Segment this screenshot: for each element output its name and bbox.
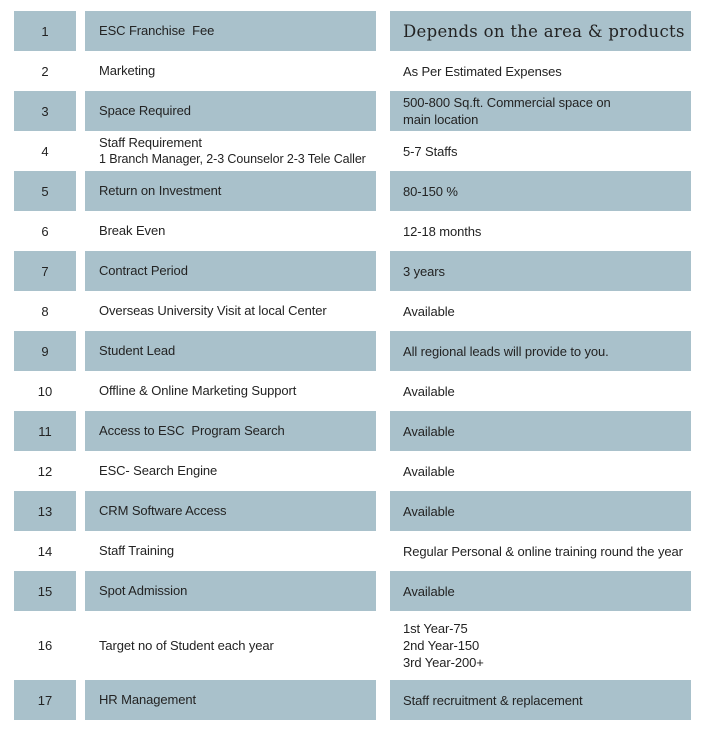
row-value-line: 2nd Year-150 <box>403 638 480 653</box>
table-row-3 <box>14 91 691 131</box>
row-number-cell <box>14 571 76 611</box>
row-label-cell <box>85 411 376 451</box>
row-label: Marketing <box>99 63 156 78</box>
row-label-cell <box>85 451 376 491</box>
row-number: 14 <box>37 543 53 559</box>
row-number: 8 <box>41 303 49 319</box>
row-number-cell <box>14 411 76 451</box>
row-label-cell <box>85 491 376 531</box>
row-value-cell <box>390 611 691 680</box>
row-label-cell <box>85 11 376 51</box>
table-row-14 <box>14 531 691 571</box>
row-label-cell <box>85 371 376 411</box>
table-row-16 <box>14 611 691 680</box>
row-number: 3 <box>41 103 49 119</box>
row-label-cell <box>85 171 376 211</box>
row-number: 10 <box>37 383 53 399</box>
row-value-line: Available <box>403 503 455 519</box>
row-number-cell <box>14 91 76 131</box>
row-value-line: Available <box>403 383 455 399</box>
row-number-cell <box>14 531 76 571</box>
row-number: 1 <box>41 23 49 39</box>
row-number-cell <box>14 171 76 211</box>
row-value-cell <box>390 171 691 211</box>
row-label-cell <box>85 571 376 611</box>
row-label: Contract Period <box>99 263 188 278</box>
row-label: CRM Software Access <box>99 503 227 518</box>
row-label: HR Management <box>99 692 196 707</box>
table-row-8 <box>14 291 691 331</box>
row-number-cell <box>14 331 76 371</box>
row-number: 13 <box>37 503 53 519</box>
row-number: 7 <box>41 263 49 279</box>
row-label-cell <box>85 211 376 251</box>
row-label: Student Lead <box>99 343 176 358</box>
table-row-7 <box>14 251 691 291</box>
row-value-cell <box>390 11 691 51</box>
row-label-cell <box>85 131 376 171</box>
row-value-line: 3rd Year-200+ <box>403 655 484 670</box>
row-label: ESC- Search Engine <box>99 463 218 478</box>
row-value-line: Available <box>403 463 455 479</box>
row-number-cell <box>14 451 76 491</box>
row-label: Overseas University Visit at local Center <box>99 303 327 318</box>
row-number: 9 <box>41 343 49 359</box>
table-row-2 <box>14 51 691 91</box>
table-row-1 <box>14 11 691 51</box>
row-value-line: Staff recruitment & replacement <box>403 692 583 708</box>
row-label: Space Required <box>99 103 191 118</box>
row-value-line: Depends on the area & products <box>403 21 685 41</box>
row-value-line: 1st Year-75 <box>403 621 468 636</box>
row-number-cell <box>14 291 76 331</box>
row-value-line: Available <box>403 583 455 599</box>
row-label-cell <box>85 611 376 680</box>
row-number-cell <box>14 51 76 91</box>
row-label: Access to ESC Program Search <box>99 423 285 438</box>
row-number-cell <box>14 680 76 720</box>
row-label-cell <box>85 91 376 131</box>
franchise-info-table <box>14 11 691 720</box>
table-row-9 <box>14 331 691 371</box>
row-label: Staff Requirement <box>99 135 202 150</box>
row-value-line: 3 years <box>403 263 445 279</box>
row-label-cell <box>85 680 376 720</box>
row-number: 6 <box>41 223 49 239</box>
row-value-line: 80-150 % <box>403 183 458 199</box>
row-number: 12 <box>37 463 53 479</box>
row-value-cell <box>390 131 691 171</box>
row-value-line: main location <box>403 112 479 127</box>
table-row-6 <box>14 211 691 251</box>
row-label: Target no of Student each year <box>99 637 274 653</box>
row-value-cell <box>390 91 691 131</box>
table-row-12 <box>14 451 691 491</box>
row-value-line: 12-18 months <box>403 223 482 239</box>
row-label: Break Even <box>99 223 166 238</box>
row-label-cell <box>85 251 376 291</box>
row-value-cell <box>390 451 691 491</box>
row-label: Return on Investment <box>99 183 222 198</box>
row-number-cell <box>14 11 76 51</box>
row-value-line: As Per Estimated Expenses <box>403 63 562 79</box>
row-label: Spot Admission <box>99 583 188 598</box>
row-value-line: 500-800 Sq.ft. Commercial space on <box>403 95 611 110</box>
row-number: 16 <box>37 638 53 653</box>
row-number-cell <box>14 131 76 171</box>
row-value-cell <box>390 571 691 611</box>
row-value-line: Available <box>403 303 455 319</box>
row-number: 5 <box>41 183 49 199</box>
row-label: Staff Training <box>99 543 174 558</box>
row-value-cell <box>390 251 691 291</box>
table-row-10 <box>14 371 691 411</box>
row-number: 2 <box>41 63 49 79</box>
table-row-13 <box>14 491 691 531</box>
row-number-cell <box>14 251 76 291</box>
row-label-cell <box>85 291 376 331</box>
row-value-cell <box>390 371 691 411</box>
row-label: Offline & Online Marketing Support <box>99 383 297 398</box>
row-value-cell <box>390 491 691 531</box>
row-number: 4 <box>41 143 49 159</box>
row-value-cell <box>390 680 691 720</box>
row-value-cell <box>390 211 691 251</box>
row-label-cell <box>85 331 376 371</box>
row-label-cell <box>85 51 376 91</box>
row-value-line: Regular Personal & online training round the year <box>403 543 683 559</box>
row-value-cell <box>390 531 691 571</box>
row-value-line: All regional leads will provide to you. <box>403 343 609 359</box>
table-row-17 <box>14 680 691 720</box>
table-row-4 <box>14 131 691 171</box>
table-row-15 <box>14 571 691 611</box>
table-row-5 <box>14 171 691 211</box>
row-value-cell <box>390 291 691 331</box>
row-value-cell <box>390 51 691 91</box>
row-sublabel: 1 Branch Manager, 2-3 Counselor 2-3 Tele Caller <box>99 152 366 166</box>
row-number: 17 <box>37 692 53 708</box>
row-number-cell <box>14 371 76 411</box>
row-value-line: 5-7 Staffs <box>403 143 458 159</box>
row-value-cell <box>390 331 691 371</box>
row-number-cell <box>14 611 76 680</box>
table-row-11 <box>14 411 691 451</box>
row-number: 15 <box>37 583 53 599</box>
row-number-cell <box>14 211 76 251</box>
row-number: 11 <box>38 423 52 439</box>
row-number-cell <box>14 491 76 531</box>
row-value-line: Available <box>403 423 455 439</box>
row-label-cell <box>85 531 376 571</box>
row-label: ESC Franchise Fee <box>99 23 215 38</box>
row-value-cell <box>390 411 691 451</box>
